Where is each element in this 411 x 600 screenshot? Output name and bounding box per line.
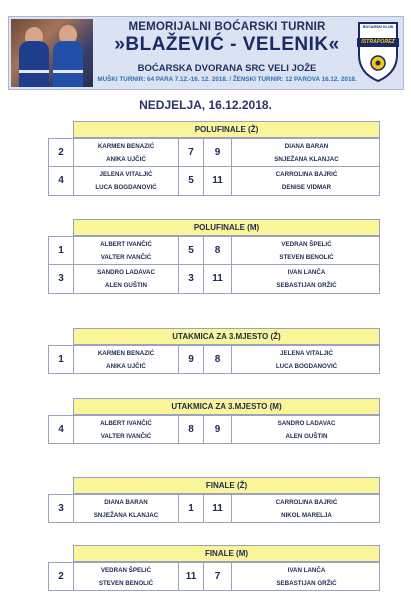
left-player-2: STEVEN BENOLIĆ	[98, 580, 154, 587]
round-title: POLUFINALE (M)	[73, 219, 380, 236]
right-player-2: SEBASTIJAN GRŽIĆ	[276, 580, 337, 587]
banner-title-line1: MEMORIJALNI BOĆARSKI TURNIR	[128, 21, 326, 33]
left-score: 11	[179, 563, 204, 590]
left-score: 5	[179, 237, 204, 264]
match-row	[48, 494, 380, 523]
right-player-2: STEVEN BENOLIĆ	[279, 254, 334, 261]
player-figure	[53, 41, 83, 87]
right-team	[232, 265, 381, 293]
match-row	[48, 167, 380, 196]
match-row	[48, 265, 380, 294]
left-player-2: ANIKA UJČIĆ	[106, 363, 146, 370]
court-number: 1	[49, 346, 74, 373]
right-player-1: CARROLINA BAJRIĆ	[275, 171, 338, 178]
right-player-1: SANDRO LADAVAC	[277, 420, 336, 427]
court-number: 4	[49, 416, 74, 443]
right-player-2: DENISE VIDMAR	[281, 184, 332, 191]
left-team	[74, 495, 179, 522]
right-team	[232, 346, 381, 373]
right-score: 11	[204, 265, 232, 293]
logo-band-text: ISTRAPOREZ	[357, 38, 399, 47]
tournament-banner	[8, 16, 404, 90]
right-player-2: SEBASTIJAN GRŽIĆ	[276, 282, 337, 289]
right-player-1: IVAN LANČA	[287, 269, 326, 276]
shirt-stripe	[19, 70, 49, 73]
left-score: 3	[179, 265, 204, 293]
left-player-2: VALTER IVANČIĆ	[100, 433, 152, 440]
round-title: FINALE (M)	[73, 545, 380, 562]
player-figure	[19, 41, 49, 87]
right-score: 11	[204, 167, 232, 195]
right-team	[232, 237, 381, 264]
left-player-1: KARMEN BENAZIĆ	[97, 143, 155, 150]
match-row	[48, 345, 380, 374]
right-team	[232, 495, 381, 522]
left-score: 8	[179, 416, 204, 443]
right-player-1: CARROLINA BAJRIĆ	[275, 499, 338, 506]
left-player-1: JELENA VITALJIĆ	[99, 171, 153, 178]
right-player-1: IVAN LANČA	[287, 567, 326, 574]
court-number: 2	[49, 563, 74, 590]
match-date: NEDJELJA, 16.12.2018.	[139, 98, 272, 112]
left-player-1: SANDRO LADAVAC	[97, 269, 155, 276]
round-title: UTAKMICA ZA 3.MJESTO (Ž)	[73, 328, 380, 345]
round-title: UTAKMICA ZA 3.MJESTO (M)	[73, 398, 380, 415]
round-title: FINALE (Ž)	[73, 477, 380, 494]
right-player-1: JELENA VITALJIĆ	[280, 350, 333, 357]
match-row	[48, 415, 380, 444]
left-score: 9	[179, 346, 204, 373]
right-score: 9	[204, 416, 232, 443]
right-player-2: NIKOL MARELJA	[281, 512, 332, 519]
round-title: POLUFINALE (Ž)	[73, 121, 380, 138]
banner-title-line2: »BLAŽEVIĆ - VELENIK«	[114, 34, 340, 55]
court-number: 3	[49, 265, 74, 293]
banner-venue: BOĆARSKA DVORANA SRC VELI JOŽE	[137, 63, 317, 74]
right-team	[232, 416, 381, 443]
right-team	[232, 563, 381, 590]
left-score: 7	[179, 139, 204, 166]
left-team	[74, 346, 179, 373]
left-player-1: VEDRAN ŠPELIĆ	[100, 567, 152, 574]
club-logo	[357, 21, 399, 83]
left-team	[74, 237, 179, 264]
left-team	[74, 167, 179, 195]
left-score: 5	[179, 167, 204, 195]
right-team	[232, 167, 381, 195]
left-player-1: KARMEN BENAZIĆ	[97, 350, 155, 357]
right-score: 7	[204, 563, 232, 590]
match-row	[48, 138, 380, 167]
logo-top-text: BOĆARSKI KLUB	[362, 25, 394, 29]
left-player-1: DIANA BARAN	[104, 499, 148, 506]
court-number: 4	[49, 167, 74, 195]
left-team	[74, 563, 179, 590]
left-player-1: ALBERT IVANČIĆ	[100, 241, 152, 248]
right-player-1: VEDRAN ŠPELIĆ	[281, 241, 332, 248]
banner-photo	[11, 19, 93, 87]
left-team	[74, 265, 179, 293]
left-player-2: VALTER IVANČIĆ	[100, 254, 152, 261]
shirt-stripe	[53, 70, 83, 73]
right-score: 9	[204, 139, 232, 166]
left-player-2: ANIKA UJČIĆ	[106, 156, 146, 163]
left-team	[74, 416, 179, 443]
right-team	[232, 139, 381, 166]
club-shield-icon	[357, 21, 399, 83]
right-player-1: DIANA BARAN	[284, 143, 329, 150]
right-score: 11	[204, 495, 232, 522]
right-score: 8	[204, 237, 232, 264]
match-row	[48, 562, 380, 591]
left-player-2: ALEN GUŠTIN	[105, 282, 147, 289]
right-score: 8	[204, 346, 232, 373]
left-player-2: SNJEŽANA KLANJAC	[93, 512, 159, 519]
right-player-2: ALEN GUŠTIN	[285, 433, 328, 440]
match-row	[48, 236, 380, 265]
left-player-1: ALBERT IVANČIĆ	[100, 420, 152, 427]
court-number: 2	[49, 139, 74, 166]
left-player-2: LUCA BOGDANOVIĆ	[95, 184, 157, 191]
court-number: 1	[49, 237, 74, 264]
court-number: 3	[49, 495, 74, 522]
right-player-2: SNJEŽANA KLANJAC	[274, 156, 339, 163]
left-score: 1	[179, 495, 204, 522]
left-team	[74, 139, 179, 166]
banner-info: MUŠKI TURNIR: 64 PARA 7.12.-16. 12. 2018. / ŽENSKI TURNIR: 12 PAROVA 16.12. 2018.	[97, 76, 357, 83]
right-player-2: LUCA BOGDANOVIĆ	[275, 363, 338, 370]
